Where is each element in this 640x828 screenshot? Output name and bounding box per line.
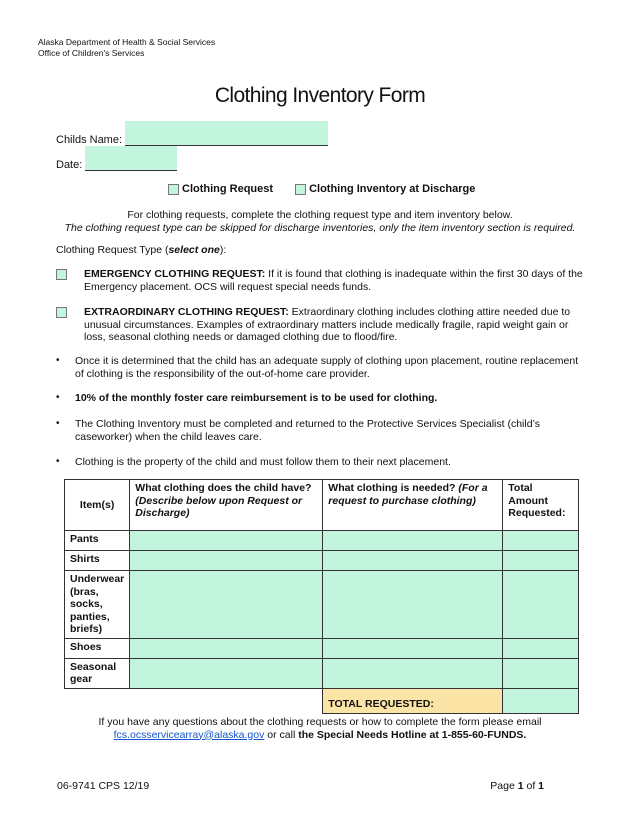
table-header-row xyxy=(65,480,579,531)
clothing-inventory-discharge-checkbox[interactable] xyxy=(295,184,306,195)
header-needed: What clothing is needed? (For a request to purchase clothing) xyxy=(323,480,503,531)
needed-cell-pants[interactable] xyxy=(323,531,503,551)
blank-cell xyxy=(65,688,130,713)
page-title: Clothing Inventory Form xyxy=(214,84,426,107)
intro-text xyxy=(0,209,640,234)
contact-info xyxy=(0,716,640,741)
needed-cell-underwear[interactable] xyxy=(323,571,503,639)
row-label-shoes: Shoes xyxy=(65,638,130,658)
emergency-request-checkbox[interactable] xyxy=(56,269,67,280)
total-cell-underwear[interactable] xyxy=(503,571,579,639)
date-row xyxy=(56,146,177,171)
date-label: Date: xyxy=(56,159,83,171)
extraordinary-request-text: EXTRAORDINARY CLOTHING REQUEST: Extraordinary clothing includes clothing attire needed due to unusual circumstances. Examples of extraordinary matters include medically fragile, rapid weight gain or loss, seasonal clothing needs or damaged clothing due to flood/fire. xyxy=(84,306,571,343)
total-requested-cell[interactable] xyxy=(503,688,579,713)
total-cell-shirts[interactable] xyxy=(503,551,579,571)
bullet-item: • Clothing is the property of the child and must follow them to their next placement. xyxy=(56,456,451,468)
select-one-emphasis: select one xyxy=(168,244,220,256)
have-cell-pants[interactable] xyxy=(130,531,323,551)
header-have: What clothing does the child have? (Describe below upon Request or Discharge) xyxy=(130,480,323,531)
childs-name-label: Childs Name: xyxy=(56,134,123,146)
bullet-item: • Once it is determined that the child has an adequate supply of clothing upon placement, routine replacement of clothing is the responsibility of the out-of-home care provider. xyxy=(56,355,579,380)
row-label-underwear: Underwear (bras, socks, panties, briefs) xyxy=(65,571,130,639)
total-requested-label: TOTAL REQUESTED: xyxy=(323,688,503,713)
agency-header xyxy=(38,37,215,59)
table-row xyxy=(65,638,579,658)
have-cell-underwear[interactable] xyxy=(130,571,323,639)
table-row xyxy=(65,551,579,571)
form-id: 06-9741 CPS 12/19 xyxy=(57,780,150,792)
have-cell-shoes[interactable] xyxy=(130,638,323,658)
header-total: Total Amount Requested: xyxy=(503,480,579,531)
total-row xyxy=(65,688,579,713)
clothing-inventory-discharge-option[interactable] xyxy=(295,183,475,195)
row-label-shirts: Shirts xyxy=(65,551,130,571)
clothing-request-label: Clothing Request xyxy=(182,183,274,195)
form-type-options xyxy=(168,183,475,195)
contact-question: If you have any questions about the clothing requests or how to complete the form please email xyxy=(98,716,542,728)
clothing-inventory-table xyxy=(64,479,579,714)
have-cell-seasonal[interactable] xyxy=(130,658,323,688)
bullet-item: • The Clothing Inventory must be completed and returned to the Protective Services Specialist (child’s caseworker) when the child leaves care. xyxy=(56,418,540,443)
intro-line2: The clothing request type can be skipped for discharge inventories, only the item inventory section is required. xyxy=(64,221,576,234)
header-items: Item(s) xyxy=(65,480,130,531)
have-cell-shirts[interactable] xyxy=(130,551,323,571)
clothing-request-option[interactable] xyxy=(168,183,273,195)
table-row xyxy=(65,658,579,688)
total-cell-shoes[interactable] xyxy=(503,638,579,658)
blank-cell xyxy=(130,688,323,713)
bullet-item: • 10% of the monthly foster care reimbursement is to be used for clothing. xyxy=(56,392,438,404)
row-label-pants: Pants xyxy=(65,531,130,551)
total-cell-pants[interactable] xyxy=(503,531,579,551)
emergency-request-text: EMERGENCY CLOTHING REQUEST: If it is found that clothing is inadequate within the first 30 days of the Emergency placement. OCS will request special needs funds. xyxy=(84,268,583,293)
childs-name-input[interactable] xyxy=(125,121,328,146)
table-row xyxy=(65,571,579,639)
hotline-text: the Special Needs Hotline at 1-855-60-FUNDS. xyxy=(298,728,527,741)
agency-line1: Alaska Department of Health & Social Services xyxy=(38,37,216,47)
table-row xyxy=(65,531,579,551)
needed-cell-seasonal[interactable] xyxy=(323,658,503,688)
needed-cell-shoes[interactable] xyxy=(323,638,503,658)
total-cell-seasonal[interactable] xyxy=(503,658,579,688)
childs-name-row xyxy=(56,121,328,146)
emergency-request-option xyxy=(56,268,586,293)
email-link[interactable]: fcs.ocsservicearray@alaska.gov xyxy=(113,728,265,741)
intro-line1: For clothing requests, complete the clothing request type and item inventory below. xyxy=(127,209,513,221)
request-type-label: Clothing Request Type (select one): xyxy=(56,244,227,256)
row-label-seasonal: Seasonal gear xyxy=(65,658,130,688)
page-number: Page 1 of 1 xyxy=(490,780,544,792)
needed-cell-shirts[interactable] xyxy=(323,551,503,571)
date-input[interactable] xyxy=(85,146,177,171)
clothing-inventory-discharge-label: Clothing Inventory at Discharge xyxy=(309,183,476,195)
clothing-request-checkbox[interactable] xyxy=(168,184,179,195)
contact-line: fcs.ocsservicearray@alaska.gov or call the Special Needs Hotline at 1-855-60-FUNDS. xyxy=(113,728,527,741)
agency-line2: Office of Children's Services xyxy=(38,48,145,58)
extraordinary-request-checkbox[interactable] xyxy=(56,307,67,318)
extraordinary-request-option xyxy=(56,306,586,344)
